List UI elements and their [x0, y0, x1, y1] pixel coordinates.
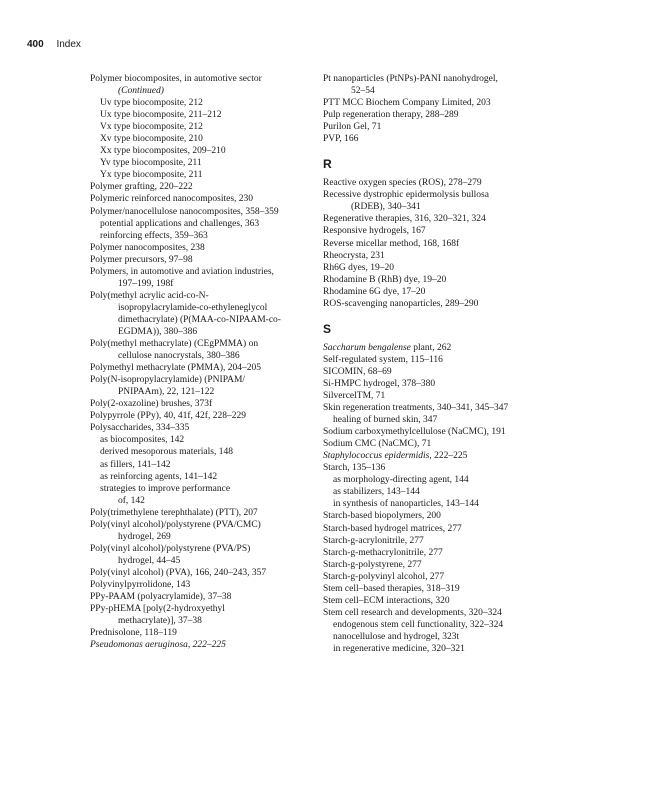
index-subentry: nanocellulose and hydrogel, 323t [333, 631, 460, 642]
index-entry-continuation: of, 142 [118, 495, 145, 506]
index-entry: Purilon Gel, 71 [323, 122, 382, 133]
index-subentry: in synthesis of nanoparticles, 143–144 [333, 499, 479, 510]
index-subentry: endogenous stem cell functionality, 322–324 [333, 619, 504, 630]
index-entry: Regenerative therapies, 316, 320–321, 324 [323, 214, 486, 225]
index-entry: PPy-pHEMA [poly(2-hydroxyethyl [90, 604, 225, 615]
index-subentry: Xv type biocomposite, 210 [100, 134, 203, 145]
index-entry: Polymer biocomposites, in automotive sector [90, 74, 262, 84]
index-entry: PVP, 166 [323, 134, 359, 145]
index-entry: PPy-PAAM (polyacrylamide), 37–38 [90, 592, 232, 603]
index-entry: Pseudomonas aeruginosa, 222–225 [90, 640, 226, 651]
index-entry: Staphylococcus epidermidis, 222–225 [323, 451, 468, 462]
index-entry: Pt nanoparticles (PtNPs)-PANI nanohydrogel, [323, 74, 498, 84]
index-entry: Stem cell–based therapies, 318–319 [323, 583, 460, 594]
index-entry: Poly(methyl acrylic acid-co-N- [90, 290, 209, 301]
page-header [27, 39, 81, 50]
index-subentry: as reinforcing agents, 141–142 [100, 471, 218, 482]
index-entry: Polymer precursors, 97–98 [90, 254, 193, 265]
index-subentry: as biocomposites, 142 [100, 435, 185, 446]
index-subentry: as stabilizers, 143–144 [333, 487, 420, 498]
index-entry: PTT MCC Biochem Company Limited, 203 [323, 98, 491, 109]
index-entry: Polysaccharides, 334–335 [90, 423, 190, 434]
index-entry: SilvercelTM, 71 [323, 390, 386, 401]
index-entry: Rhodamine B (RhB) dye, 19–20 [323, 274, 447, 285]
index-entry: Polymeric reinforced nanocomposites, 230 [90, 194, 254, 205]
index-entry-continuation: methacrylate)], 37–38 [118, 616, 202, 627]
index-entry: Pulp regeneration therapy, 288–289 [323, 110, 459, 121]
index-subentry: Xx type biocomposites, 209–210 [100, 146, 226, 157]
index-entry-continuation: (RDEB), 340–341 [351, 202, 421, 213]
index-entry: Saccharum bengalense plant, 262 [323, 342, 452, 353]
index-entry: Poly(N-isopropylacrylamide) (PNIPAM/ [90, 375, 246, 386]
index-entry: Polymethyl methacrylate (PMMA), 204–205 [90, 363, 261, 374]
index-entry: Starch-g-methacrylonitrile, 277 [323, 547, 443, 558]
index-entry: Sodium carboxymethylcellulose (NaCMC), 191 [323, 427, 506, 438]
index-entry: Poly(2-oxazoline) brushes, 373f [90, 399, 213, 410]
index-entry-continuation: cellulose nanocrystals, 380–386 [118, 351, 240, 362]
index-entry: Polymer grafting, 220–222 [90, 182, 193, 193]
index-subentry: derived mesoporous materials, 148 [100, 447, 233, 458]
index-entry: Starch-based biopolymers, 200 [323, 511, 441, 522]
index-entry: Poly(vinyl alcohol)/polystyrene (PVA/PS) [90, 543, 251, 554]
index-entry: Stem cell research and developments, 320–324 [323, 607, 502, 618]
index-entry: Si-HMPC hydrogel, 378–380 [323, 378, 436, 389]
index-entry: ROS-scavenging nanoparticles, 289–290 [323, 298, 479, 309]
index-entry-continuation: dimethacrylate) (P(MAA-co-NIPAAM-co- [118, 314, 281, 325]
index-entry-continuation: PNIPAAm), 22, 121–122 [118, 387, 215, 398]
index-column-right [323, 73, 555, 655]
index-entry: Polymer/nanocellulose nanocomposites, 358–359 [90, 206, 279, 217]
index-entry: Poly(methyl methacrylate) (CEgPMMA) on [90, 339, 259, 350]
index-entry: Poly(vinyl alcohol)/polystyrene (PVA/CMC) [90, 519, 261, 530]
index-entry: Reactive oxygen species (ROS), 278–279 [323, 178, 482, 189]
index-entry: Polymer nanocomposites, 238 [90, 242, 205, 253]
index-subentry: Yv type biocomposite, 211 [100, 158, 202, 169]
index-subentry: as fillers, 141–142 [100, 459, 171, 470]
index-entry: Rheocrysta, 231 [323, 250, 385, 261]
running-title: Index [56, 39, 81, 50]
index-entry: Polypyrrole (PPy), 40, 41f, 42f, 228–229 [90, 411, 246, 422]
index-entry-continuation: EGDMA)), 380–386 [118, 326, 198, 337]
index-entry: Prednisolone, 118–119 [90, 628, 177, 639]
section-letter: S [323, 321, 332, 336]
index-entry: Starch-g-polyvinyl alcohol, 277 [323, 571, 445, 582]
index-subentry: Ux type biocomposite, 211–212 [100, 110, 222, 121]
index-entry: Recessive dystrophic epidermolysis bullosa [323, 190, 489, 201]
index-entry-continuation: hydrogel, 269 [118, 531, 171, 542]
index-entry: Starch-g-polystyrene, 277 [323, 559, 422, 570]
index-entry: Skin regeneration treatments, 340–341, 345–347 [323, 403, 509, 414]
index-subentry: Uv type biocomposite, 212 [100, 98, 203, 109]
index-entry: Sodium CMC (NaCMC), 71 [323, 439, 432, 450]
section-letter: R [323, 157, 332, 172]
index-entry: Starch-based hydrogel matrices, 277 [323, 523, 462, 534]
index-subentry: reinforcing effects, 359–363 [100, 230, 208, 241]
index-entry: Polyvinylpyrrolidone, 143 [90, 579, 191, 590]
index-subentry: Yx type biocomposite, 211 [100, 170, 203, 181]
index-entry: Reverse micellar method, 168, 168f [323, 238, 460, 249]
index-subentry: potential applications and challenges, 363 [100, 218, 260, 229]
index-entry: Responsive hydrogels, 167 [323, 226, 426, 237]
index-entry: Rh6G dyes, 19–20 [323, 262, 394, 273]
index-entry: Rhodamine 6G dye, 17–20 [323, 286, 426, 297]
index-entry: Stem cell–ECM interactions, 320 [323, 595, 450, 606]
index-entry: Starch, 135–136 [323, 463, 386, 474]
index-subentry: as morphology-directing agent, 144 [333, 475, 469, 486]
index-entry-continuation: hydrogel, 44–45 [118, 555, 181, 566]
index-entry: Starch-g-acrylonitrile, 277 [323, 535, 424, 546]
index-entry-continuation: 52–54 [351, 86, 375, 97]
index-entry-continuation: isopropylacrylamide-co-ethyleneglycol [118, 302, 268, 313]
index-subentry: in regenerative medicine, 320–321 [333, 643, 465, 654]
index-column-left [90, 73, 322, 651]
index-entry: Polymers, in automotive and aviation industries, [90, 266, 274, 277]
index-entry-continuation: 197–199, 198f [118, 278, 174, 289]
index-entry-continuation: (Continued) [118, 86, 164, 97]
index-subentry: Vx type biocomposite, 212 [100, 122, 203, 133]
index-subentry: strategies to improve performance [100, 483, 231, 494]
index-entry: Self-regulated system, 115–116 [323, 354, 443, 365]
index-entry: Poly(vinyl alcohol) (PVA), 166, 240–243, 357 [90, 567, 267, 578]
index-entry: Poly(trimethylene terephthalate) (PTT), 207 [90, 507, 258, 518]
page-number: 400 [27, 39, 44, 50]
index-entry: SICOMIN, 68–69 [323, 366, 392, 377]
index-subentry: healing of burned skin, 347 [333, 415, 438, 426]
